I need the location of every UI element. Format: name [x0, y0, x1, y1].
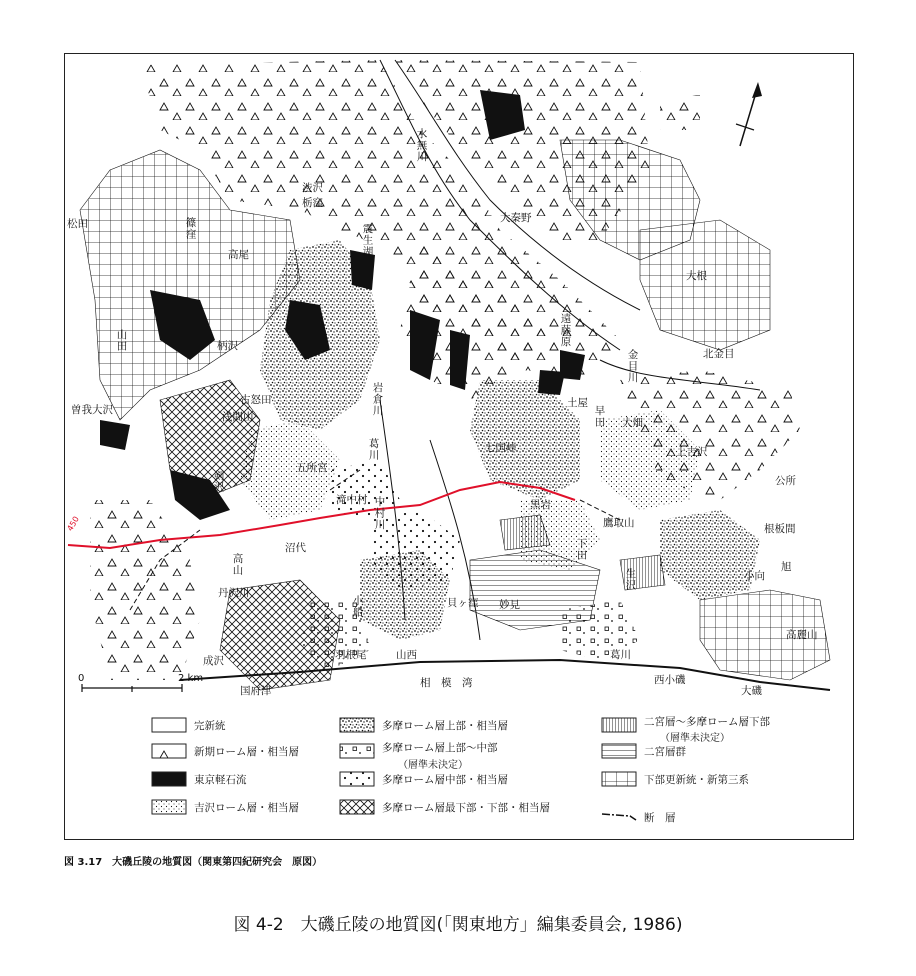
- place-sagami-bay: 相 模 湾: [420, 677, 473, 689]
- place-iwai-river: 岩倉川: [371, 382, 384, 417]
- legend-item-holocene: [194, 716, 226, 734]
- legend-label: 東京軽石流: [194, 773, 247, 786]
- legend-fault-symbol: [602, 814, 636, 820]
- place-oiso: 大磯: [741, 685, 762, 697]
- legend-item-yoshizawa: [194, 798, 299, 816]
- place-sasakubo: 篠窪: [184, 217, 197, 240]
- legend-sub-label: （層準未決定）: [398, 760, 468, 771]
- place-kaikubo: 貝ヶ窪: [447, 597, 479, 609]
- place-oobuchi: 大畑: [622, 417, 643, 429]
- place-kousho: 公所: [775, 475, 796, 487]
- unit-yoshizawa: [240, 410, 700, 570]
- place-toufujiwara: 遠藤原: [559, 313, 572, 348]
- place-sengenyama: 浅間山: [222, 411, 254, 423]
- place-takayama: 高山: [231, 553, 244, 576]
- place-shibusawa: 渋沢: [302, 182, 323, 194]
- legend-label: 完新統: [194, 719, 226, 732]
- legend-sub-label: （層準未決定）: [660, 733, 730, 744]
- legend-label: 二宮層～多摩ローム層下部: [644, 715, 770, 728]
- place-sogaoosawa: 曽我大沢: [71, 404, 113, 416]
- place-komukai: 小向: [744, 570, 765, 582]
- place-oohatano: 大秦野: [500, 212, 532, 224]
- place-matsuda: 松田: [67, 218, 88, 230]
- place-goshomiya: 五所宮: [296, 462, 328, 474]
- legend-item-ninomiya: [644, 742, 686, 760]
- place-tanzawa-river: 丹沢川: [218, 587, 250, 599]
- legend-item-tama-upper-middle: [382, 738, 498, 756]
- legend-label: 多摩ローム層中部・相当層: [382, 773, 508, 786]
- north-arrow-icon: [730, 78, 770, 153]
- place-shichikokutouge: 七国峠: [485, 442, 517, 454]
- legend-label: 吉沢ローム層・相当層: [194, 801, 299, 814]
- place-takatoriyama: 鷹取山: [603, 517, 635, 529]
- fault-label: 450: [65, 514, 81, 533]
- unit-tama-middle: [330, 460, 460, 590]
- legend-label: 二宮層群: [644, 745, 686, 758]
- scale-start-label: 0: [78, 673, 85, 684]
- scale-end-label: 2 km: [178, 673, 204, 684]
- place-mizunashi-river: 水無川: [415, 128, 428, 163]
- place-oone: 大根: [686, 270, 707, 282]
- place-kotsurazawa: 古怒田: [240, 394, 272, 406]
- place-sawada: 早田: [593, 405, 606, 428]
- legend-item-tama-upper: [382, 716, 508, 734]
- place-nishi-oiso: 西小磯: [654, 674, 686, 686]
- place-tonosawa: 震生湖: [361, 223, 374, 258]
- legend-item-new-loam: [194, 742, 299, 760]
- place-kasai-river-upper: 葛川: [367, 438, 380, 461]
- place-takinakamura: 滝中村: [336, 494, 368, 506]
- place-kobune: 小船: [351, 595, 364, 618]
- legend-label: 多摩ローム層上部～中部: [382, 741, 498, 754]
- legend-item-ninomiya-tama: [644, 712, 770, 730]
- place-asahi: 旭: [781, 561, 792, 573]
- place-kaname-river: 金目川: [626, 349, 639, 384]
- page-caption: 図 4-2 大磯丘陵の地質図(「関東地方」編集委員会, 1986): [233, 915, 683, 935]
- legend-label: 下部更新統・新第三系: [644, 773, 749, 786]
- legend-item-fault: [644, 808, 676, 826]
- place-kuzu-river: 葛川: [610, 649, 631, 661]
- place-ikuzawa: 生沢: [624, 568, 637, 591]
- legend-label: 多摩ローム層上部・相当層: [382, 719, 508, 732]
- scale-bar: [82, 684, 182, 692]
- legend-label: 多摩ローム層最下部・下部・相当層: [382, 801, 550, 814]
- unit-ninomiya: [470, 550, 600, 630]
- legend-item-tama-middle: [382, 770, 508, 788]
- place-kayasawa: 柄沢: [217, 340, 238, 352]
- place-kamiyoshisawa: 上吉沢: [676, 446, 708, 458]
- legend-label: 断 層: [644, 811, 676, 824]
- legend-label: 新期ローム層・相当層: [194, 745, 299, 758]
- place-kitakaname: 北金目: [703, 348, 735, 360]
- place-narusawa: 成沢: [203, 655, 224, 667]
- legend-item-tama-lower: [382, 798, 550, 816]
- place-tsuchiya: 土屋: [567, 397, 588, 409]
- place-kourai-yama: 高麗山: [786, 629, 818, 641]
- place-shimoda: 下田: [575, 538, 588, 561]
- place-turugisawa: 剣沢: [212, 470, 225, 493]
- legend-item-tokyo-pumice: [194, 770, 247, 788]
- place-kagakubo: 栃窪: [302, 197, 323, 209]
- place-yamanishi: 山西: [396, 649, 417, 661]
- place-yamada: 山田: [115, 329, 128, 352]
- place-habane: 羽根尾: [335, 649, 367, 661]
- place-takao: 高尾: [228, 249, 249, 261]
- place-neitamai: 根板間: [764, 523, 796, 535]
- place-numashiro: 沼代: [285, 542, 306, 554]
- place-kokufuzu: 国府津: [240, 685, 272, 697]
- figure-caption: 図 3.17 大磯丘陵の地質図（関東第四紀研究会 原図）: [64, 857, 323, 868]
- place-nakamura-river: 中村川: [373, 496, 386, 531]
- legend-item-lower-pleistocene: [644, 770, 749, 788]
- place-myomi: 妙見: [499, 599, 520, 611]
- place-kamikuroiwa: 黒岩: [530, 499, 551, 511]
